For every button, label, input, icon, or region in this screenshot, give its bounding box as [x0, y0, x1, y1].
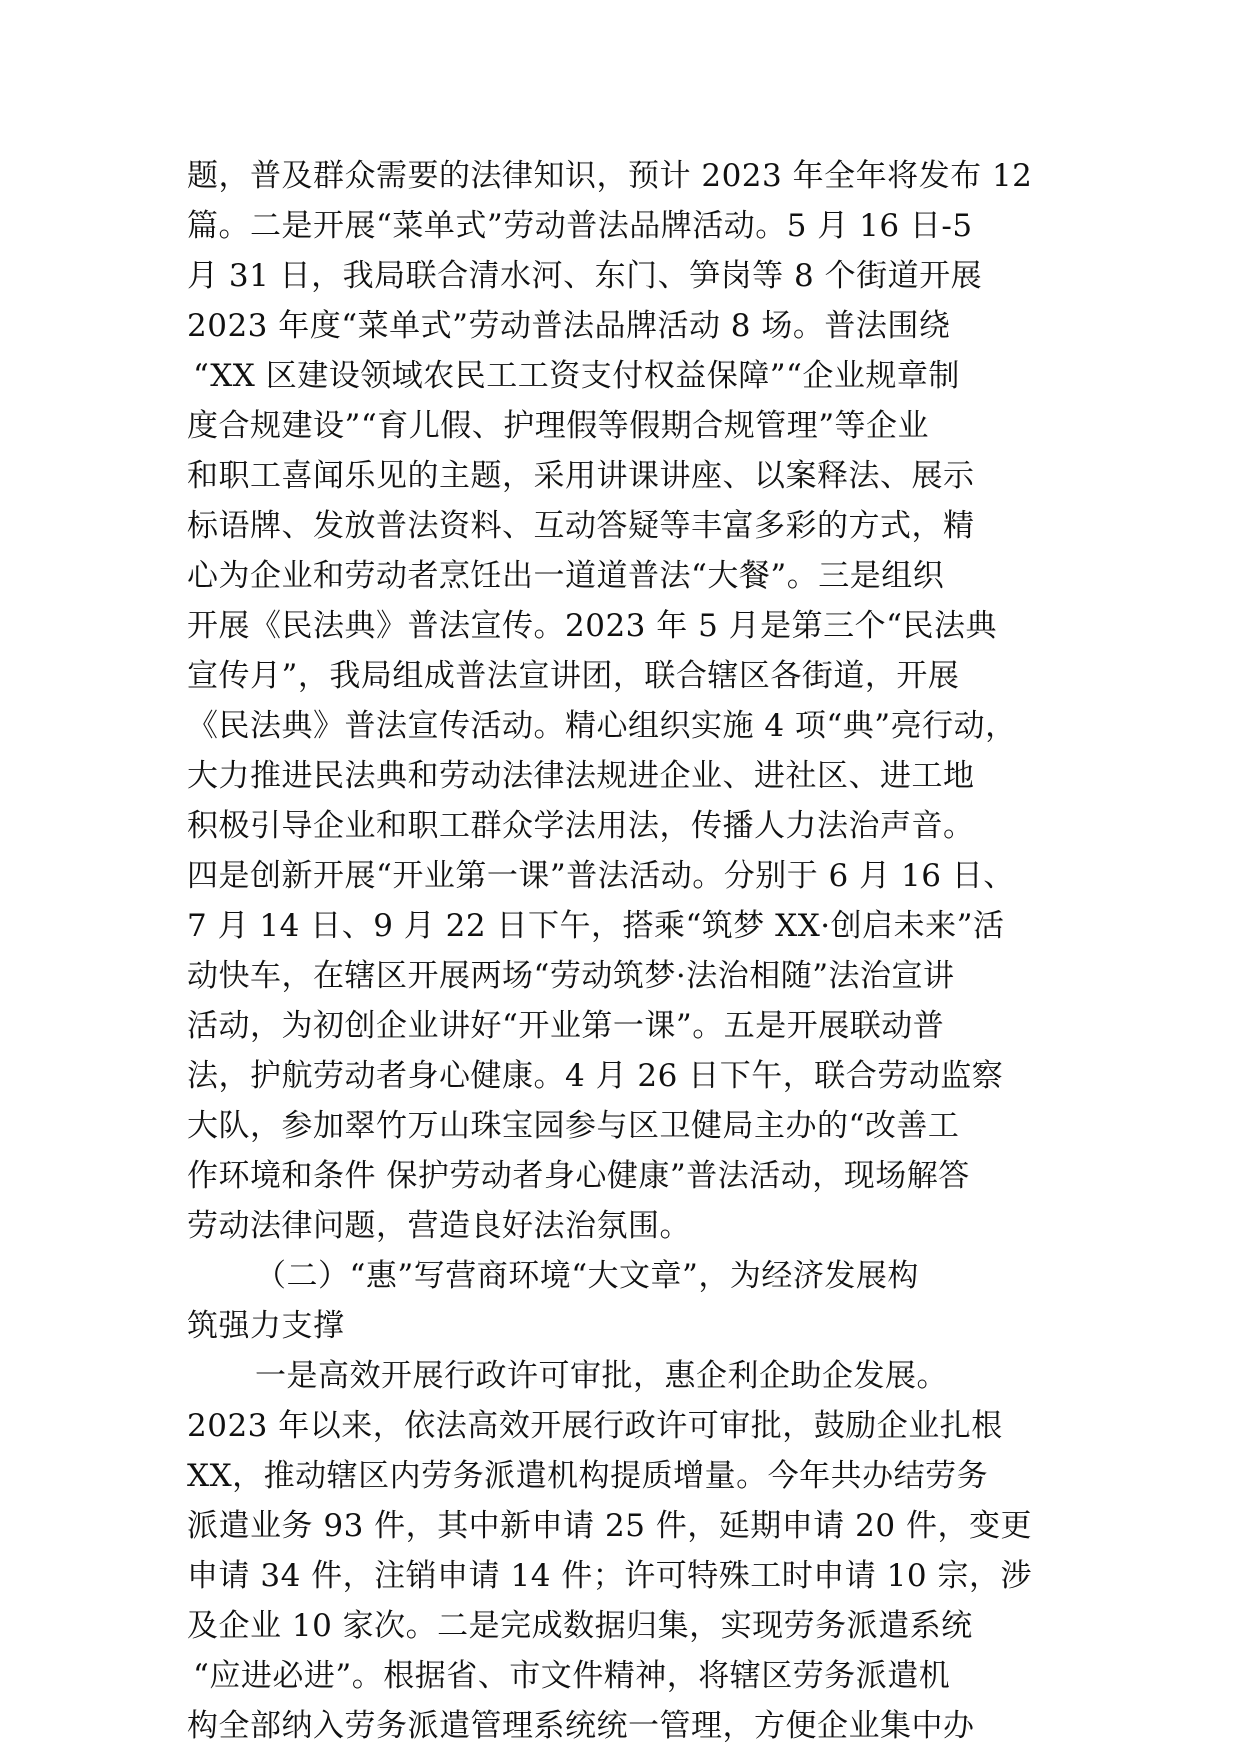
- paragraph-start: 一是高效开展行政许可审批，惠企利企助企发展。: [255, 1358, 948, 1394]
- text-line: “应进必进”。根据省、市文件精神，将辖区劳务派遣机: [193, 1658, 951, 1694]
- text-line: 四是创新开展“开业第一课”普法活动。分别于 6 月 16 日、: [187, 858, 1015, 894]
- text-line: 作环境和条件 保护劳动者身心健康”普法活动，现场解答: [187, 1158, 970, 1194]
- text-line: 动快车，在辖区开展两场“劳动筑梦·法治相随”法治宣讲: [187, 958, 955, 994]
- text-line: 心为企业和劳动者烹饪出一道道普法“大餐”。三是组织: [187, 558, 945, 594]
- text-line: 7 月 14 日、9 月 22 日下午，搭乘“筑梦 XX·创启未来”活: [187, 908, 1005, 944]
- body-text: [187, 151, 1067, 1751]
- text-line: 法，护航劳动者身心健康。4 月 26 日下午，联合劳动监察: [187, 1058, 1004, 1094]
- section-heading-continuation: 筑强力支撑: [187, 1308, 345, 1344]
- text-line: 月 31 日，我局联合清水河、东门、笋岗等 8 个街道开展: [187, 258, 983, 294]
- text-line: 积极引导企业和职工群众学法用法，传播人力法治声音。: [187, 808, 975, 844]
- text-line: 及企业 10 家次。二是完成数据归集，实现劳务派遣系统: [187, 1608, 973, 1644]
- text-line: 大力推进民法典和劳动法律法规进企业、进社区、进工地: [187, 758, 975, 794]
- text-line: 题，普及群众需要的法律知识，预计 2023 年全年将发布 12: [187, 158, 1033, 194]
- text-line: 派遣业务 93 件，其中新申请 25 件，延期申请 20 件，变更: [187, 1508, 1032, 1544]
- section-heading: （二）“惠”写营商环境“大文章”，为经济发展构: [255, 1258, 919, 1294]
- text-line: 开展《民法典》普法宣传。2023 年 5 月是第三个“民法典: [187, 608, 998, 644]
- text-line: 劳动法律问题，营造良好法治氛围。: [187, 1208, 691, 1244]
- text-line: 度合规建设”“育儿假、护理假等假期合规管理”等企业: [187, 408, 930, 444]
- text-line: 构全部纳入劳务派遣管理系统统一管理，方便企业集中办: [187, 1708, 975, 1744]
- text-line: “XX 区建设领域农民工工资支付权益保障”“企业规章制: [193, 358, 960, 394]
- text-line: XX，推动辖区内劳务派遣机构提质增量。今年共办结劳务: [187, 1458, 989, 1494]
- text-line: 标语牌、发放普法资料、互动答疑等丰富多彩的方式，精: [187, 508, 975, 544]
- text-line: 篇。二是开展“菜单式”劳动普法品牌活动。5 月 16 日-5: [187, 208, 973, 244]
- text-line: 和职工喜闻乐见的主题，采用讲课讲座、以案释法、展示: [187, 458, 975, 494]
- text-line: 申请 34 件，注销申请 14 件；许可特殊工时申请 10 宗，涉: [187, 1558, 1032, 1594]
- text-line: 大队，参加翠竹万山珠宝园参与区卫健局主办的“改善工: [187, 1108, 960, 1144]
- text-line: 活动，为初创企业讲好“开业第一课”。五是开展联动普: [187, 1008, 945, 1044]
- text-line: 2023 年以来，依法高效开展行政许可审批，鼓励企业扎根: [187, 1408, 1003, 1444]
- text-line: 《民法典》普法宣传活动。精心组织实施 4 项“典”亮行动，: [187, 708, 1017, 744]
- text-line: 宣传月”，我局组成普法宣讲团，联合辖区各街道，开展: [187, 658, 960, 694]
- text-line: 2023 年度“菜单式”劳动普法品牌活动 8 场。普法围绕: [187, 308, 951, 344]
